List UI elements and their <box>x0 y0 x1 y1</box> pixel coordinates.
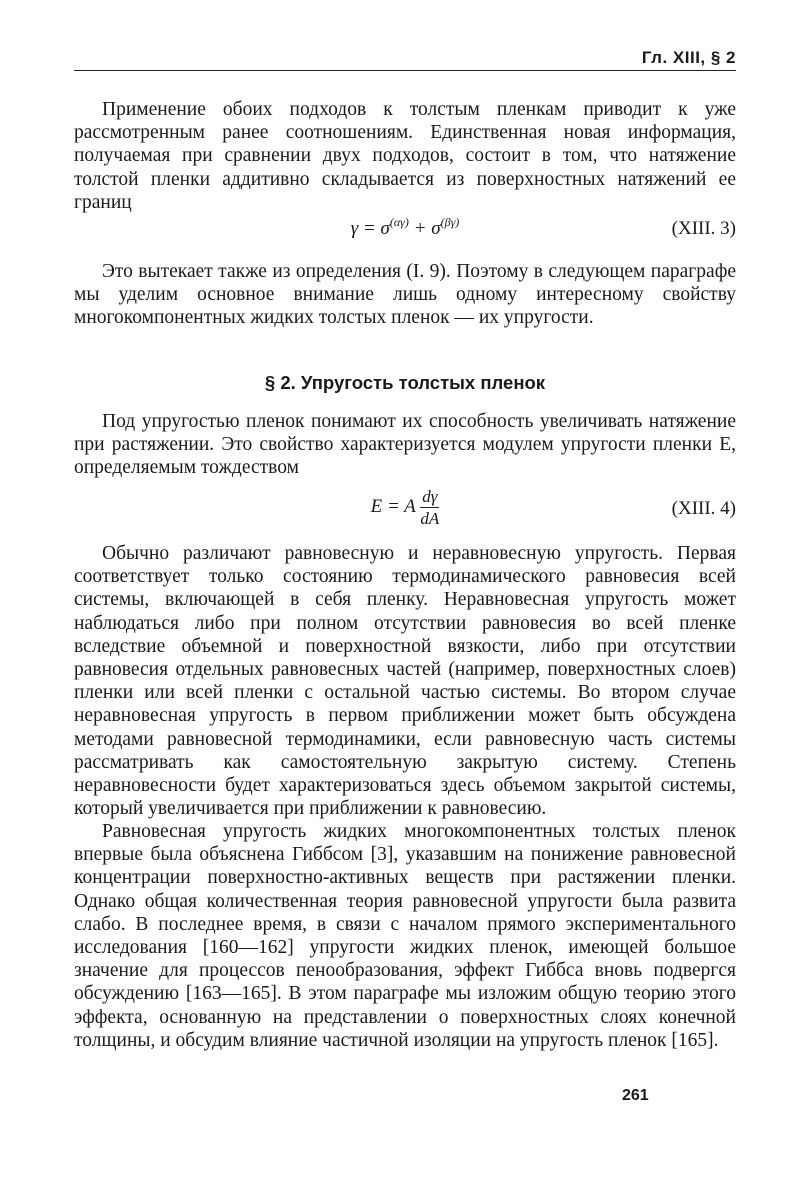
paragraph-text: Применение обоих подходов к толстым пленкам приводит к уже рассмотренным ранее соотношениям. Единственная новая информация, получаемая при сравнении двух подходов, состоит в том, что натяжение толстой пленки аддитивно складывается из поверхностных натяжений ее границ <box>74 99 736 213</box>
fraction: $\frac{d\gamma}{dA}$ <box>420 487 440 528</box>
equation-xiii-3 <box>74 215 736 248</box>
paragraph-approaches <box>74 98 736 214</box>
paragraph-text: Обычно различают равновесную и неравновесную упругость. Первая соответствует только состоянию термодинамического равновесия всей системы, включающей в себя пленку. Неравновесная упругость может наблюдаться либо при полном отсутствии равновесия во всей пленке вследствие объемной и поверхностной вязкости, либо при отсутствии равновесия отдельных равновесных частей (например, поверхностных слоев) пленки или всей пленки с остальной частью системы. Во втором случае неравновесная упругость в первом приближении может быть обсуждена методами равновесной термодинамики, если равновесную часть системы рассматривать как самостоятельную закрытую систему. Степень неравновесности будет характеризоваться здесь объемом закрытой системы, который увеличивается при приближении к равновесию. <box>74 543 736 820</box>
paragraph-definition <box>74 260 736 330</box>
equation-xiii-4 <box>74 486 736 530</box>
paragraph-text: Равновесная упругость жидких многокомпонентных толстых пленок впервые была объяснена Гиббсом [3], указавшим на понижение равновесной концентрации поверхностно-активных веществ при растяжении пленки. Однако общая количественная теория равновесной упругости была развита слабо. В последнее время, в связи с началом прямого экспериментального исследования [160—162] упругости жидких пленок, имеющей большое значение для процессов пенообразования, эффект Гиббса вновь подвергся обсуждению [163—165]. В этом параграфе мы изложим общую теорию этого эффекта, основанную на представлении о поверхностных слоях конечной толщины, и обсудим влияние частичной изоляции на упругость пленок [165]. <box>74 821 736 1051</box>
equation-number: (XIII. 3) <box>671 218 736 239</box>
page-number: 261 <box>622 1087 649 1104</box>
equation-expression: $\gamma = \sigma^{(\alpha\gamma)} + \sigma^{(\beta\gamma)}$ <box>350 215 460 239</box>
paragraph-text: Это вытекает также из определения (I. 9). Поэтому в следующем параграфе мы уделим основное внимание лишь одному интересному свойству многокомпонентных жидких толстых пленок — их упругости. <box>74 261 736 329</box>
paragraph-equilibrium-types <box>74 542 736 820</box>
paragraph-gibbs-effect <box>74 820 736 1052</box>
equation-expression: E = A $\frac{d\gamma}{dA}$ <box>370 487 440 528</box>
section-heading: § 2. Упругость толстых пленок <box>264 372 546 393</box>
paragraph-elasticity-intro <box>74 410 736 480</box>
running-header <box>74 46 736 71</box>
chapter-reference: Гл. XIII, § 2 <box>641 48 736 67</box>
equation-number: (XIII. 4) <box>671 498 736 519</box>
paragraph-text: Под упругостью пленок понимают их способность увеличивать натяжение при растяжении. Это свойство характеризуется модулем упругости пленки E, определяемым тождеством <box>74 411 736 479</box>
